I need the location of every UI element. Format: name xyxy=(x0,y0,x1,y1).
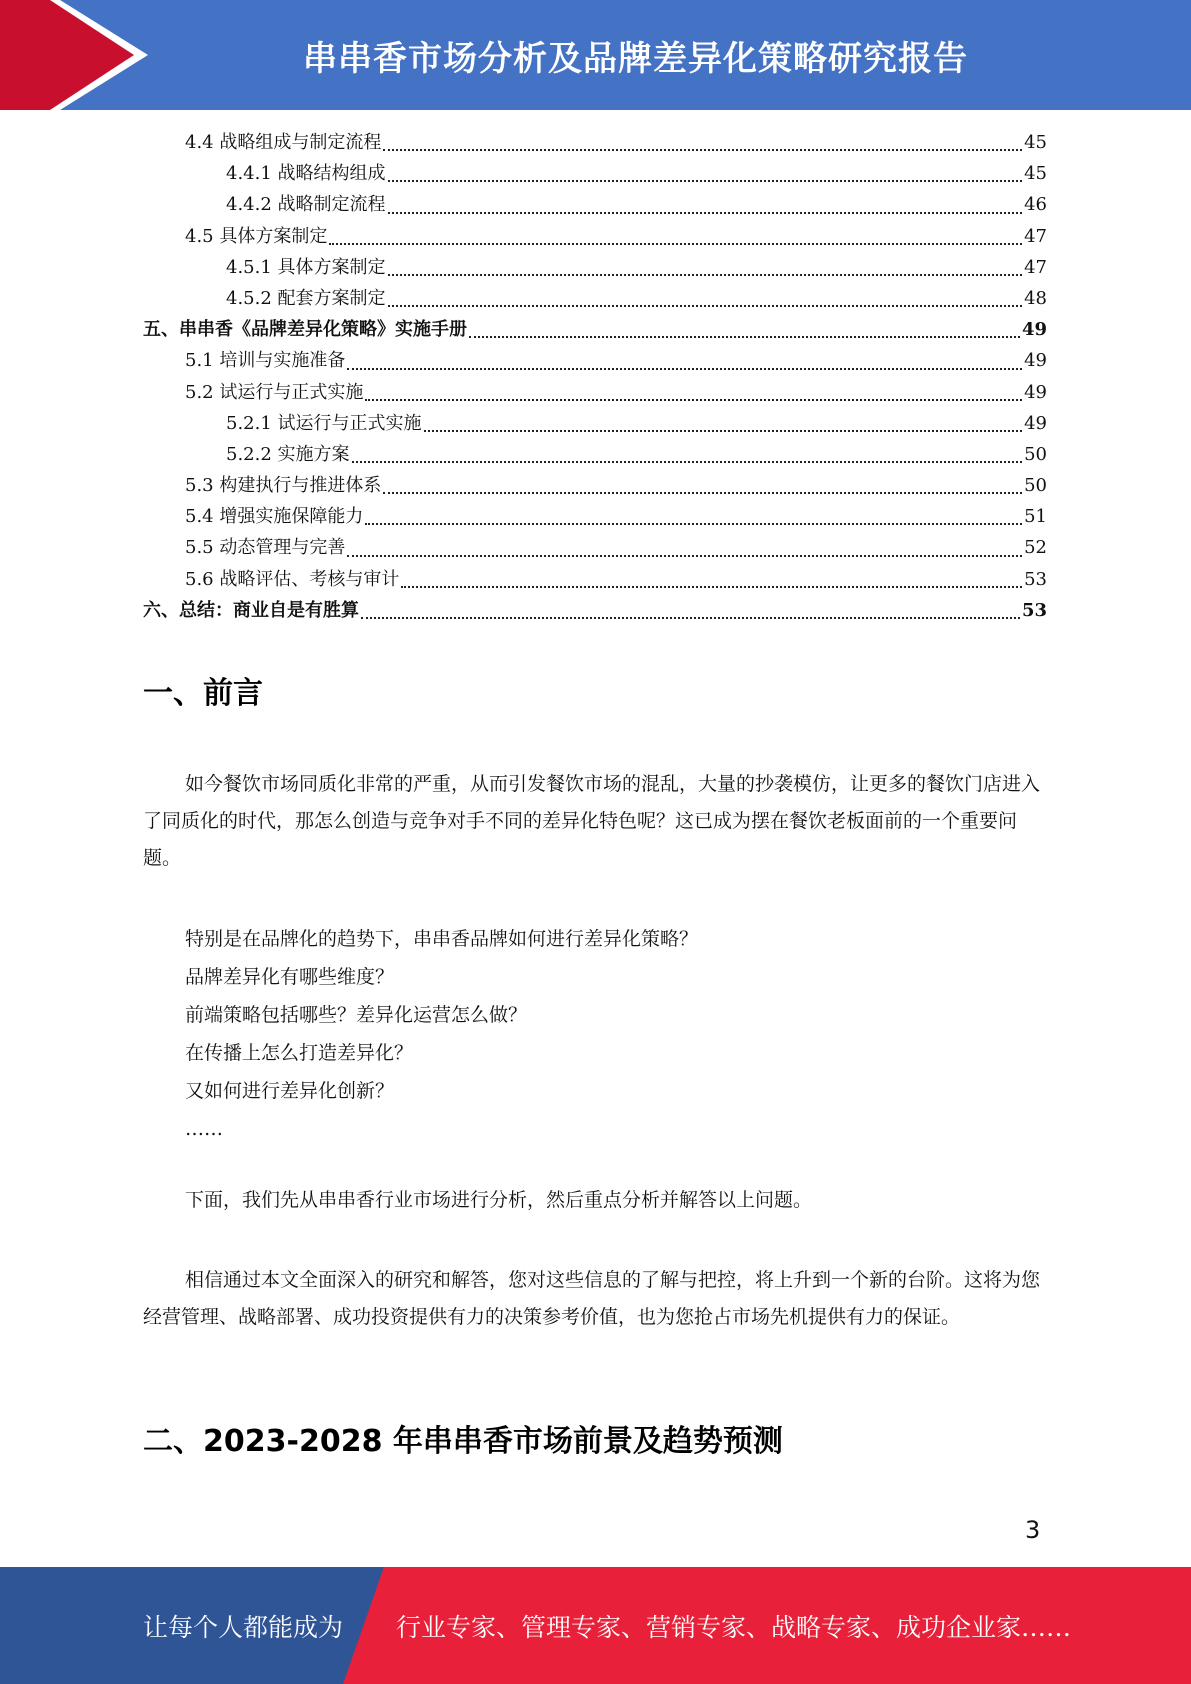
toc-entry-page: 46 xyxy=(1024,194,1047,216)
toc-leader-dots xyxy=(361,616,1020,619)
toc-leader-dots xyxy=(365,398,1022,401)
toc-leader-dots xyxy=(329,242,1022,245)
section-heading-preface: 一、前言 xyxy=(143,676,263,711)
page-number: 3 xyxy=(1025,1516,1041,1544)
toc-leader-dots xyxy=(365,522,1022,525)
toc-entry-label: 4.5 具体方案制定 xyxy=(185,225,328,247)
toc-entry[interactable] xyxy=(143,346,1047,377)
toc-leader-dots xyxy=(388,179,1023,182)
toc-entry-label: 4.5.2 配套方案制定 xyxy=(226,287,386,309)
toc-leader-dots xyxy=(388,304,1023,307)
toc-entry[interactable] xyxy=(143,409,1047,440)
toc-entry-label: 4.4.1 战略结构组成 xyxy=(226,163,386,185)
page-header xyxy=(0,0,1191,110)
question-list xyxy=(185,920,698,1148)
toc-entry[interactable] xyxy=(143,190,1047,221)
toc-entry[interactable] xyxy=(143,502,1047,533)
paragraph-text: 相信通过本文全面深入的研究和解答，您对这些信息的了解与把控，将上升到一个新的台阶。这将为您经营管理、战略部署、成功投资提供有力的决策参考价值，也为您抢占市场先机提供有力的保证。 xyxy=(143,1269,1041,1328)
toc-entry[interactable] xyxy=(143,128,1047,159)
toc-entry[interactable] xyxy=(143,471,1047,502)
question-item: …… xyxy=(185,1118,223,1140)
toc-entry-page: 52 xyxy=(1024,537,1047,559)
paragraph-text: 下面，我们先从串串香行业市场进行分析，然后重点分析并解答以上问题。 xyxy=(185,1189,813,1211)
paragraph-text: 如今餐饮市场同质化非常的严重，从而引发餐饮市场的混乱，大量的抄袭模仿，让更多的餐饮门店进入了同质化的时代，那怎么创造与竞争对手不同的差异化特色呢？这已成为摆在餐饮老板面前的一个重要问题。 xyxy=(143,773,1041,869)
page-footer xyxy=(0,1567,1191,1684)
toc-entry-label: 六、总结：商业自是有胜算 xyxy=(143,599,359,621)
header-chevron-icon xyxy=(0,0,160,110)
toc-entry-page: 49 xyxy=(1024,350,1047,372)
question-item: 前端策略包括哪些？差异化运营怎么做？ xyxy=(185,1004,528,1026)
toc-entry-label: 5.2.2 实施方案 xyxy=(226,443,350,465)
toc-entry-page: 48 xyxy=(1024,287,1047,309)
toc-entry[interactable] xyxy=(143,253,1047,284)
toc-entry-page: 45 xyxy=(1024,132,1047,153)
toc-leader-dots xyxy=(424,429,1023,432)
section-heading-forecast: 二、2023-2028 年串串香市场前景及趋势预测 xyxy=(143,1424,783,1459)
toc-leader-dots xyxy=(388,211,1023,214)
toc-leader-dots xyxy=(383,491,1022,494)
toc-leader-dots xyxy=(347,554,1022,557)
toc-entry[interactable] xyxy=(143,159,1047,190)
toc-entry-label: 5.1 培训与实施准备 xyxy=(185,350,346,372)
toc-entry-page: 50 xyxy=(1024,475,1047,497)
question-item: 品牌差异化有哪些维度？ xyxy=(185,966,395,988)
toc-entry[interactable] xyxy=(143,378,1047,409)
toc-entry-page: 49 xyxy=(1021,319,1047,341)
toc-leader-dots xyxy=(347,367,1022,370)
toc-entry-page: 49 xyxy=(1024,381,1047,403)
toc-entry[interactable] xyxy=(143,315,1047,346)
question-item: 特别是在品牌化的趋势下，串串香品牌如何进行差异化策略？ xyxy=(185,928,699,950)
toc-entry-label: 5.2 试运行与正式实施 xyxy=(185,381,364,403)
toc-entry-label: 4.5.1 具体方案制定 xyxy=(226,256,386,278)
toc-entry-page: 50 xyxy=(1024,443,1047,465)
question-item: 又如何进行差异化创新？ xyxy=(185,1080,395,1102)
toc-entry[interactable] xyxy=(143,565,1047,596)
toc-entry-label: 5.5 动态管理与完善 xyxy=(185,537,346,559)
toc-leader-dots xyxy=(469,335,1020,338)
toc-entry-page: 53 xyxy=(1021,599,1047,621)
toc-entry-page: 51 xyxy=(1024,506,1047,528)
toc-entry-label: 4.4.2 战略制定流程 xyxy=(226,194,386,216)
toc-entry-page: 47 xyxy=(1024,256,1047,278)
toc-entry-label: 5.2.1 试运行与正式实施 xyxy=(226,412,422,434)
toc-entry-page: 53 xyxy=(1024,568,1047,590)
toc-entry[interactable] xyxy=(143,440,1047,471)
toc-leader-dots xyxy=(401,585,1022,588)
footer-slogan-left: 让每个人都能成为 xyxy=(143,1612,344,1642)
toc-entry[interactable] xyxy=(143,284,1047,315)
toc-entry-label: 五、串串香《品牌差异化策略》实施手册 xyxy=(143,319,467,341)
question-item: 在传播上怎么打造差异化？ xyxy=(185,1042,414,1064)
toc-leader-dots xyxy=(352,460,1023,463)
toc-entry-page: 49 xyxy=(1024,412,1047,434)
header-title: 串串香市场分析及品牌差异化策略研究报告 xyxy=(303,38,968,79)
toc-leader-dots xyxy=(388,273,1023,276)
toc-entry-page: 45 xyxy=(1024,163,1047,185)
preface-paragraph-3 xyxy=(143,1262,1047,1336)
toc-entry[interactable] xyxy=(143,222,1047,253)
toc-entry[interactable] xyxy=(143,596,1047,627)
preface-paragraph-1 xyxy=(143,766,1047,877)
toc-entry-page: 47 xyxy=(1024,225,1047,247)
toc-entry-label: 4.4 战略组成与制定流程 xyxy=(185,132,382,153)
toc-entry-label: 5.6 战略评估、考核与审计 xyxy=(185,568,400,590)
toc-leader-dots xyxy=(383,148,1022,151)
toc-entry-label: 5.3 构建执行与推进体系 xyxy=(185,475,382,497)
table-of-contents xyxy=(143,128,1047,627)
preface-paragraph-2 xyxy=(143,1182,1047,1219)
toc-entry-label: 5.4 增强实施保障能力 xyxy=(185,506,364,528)
footer-slogan-right: 行业专家、管理专家、营销专家、战略专家、成功企业家…… xyxy=(396,1612,1072,1642)
toc-entry[interactable] xyxy=(143,533,1047,564)
